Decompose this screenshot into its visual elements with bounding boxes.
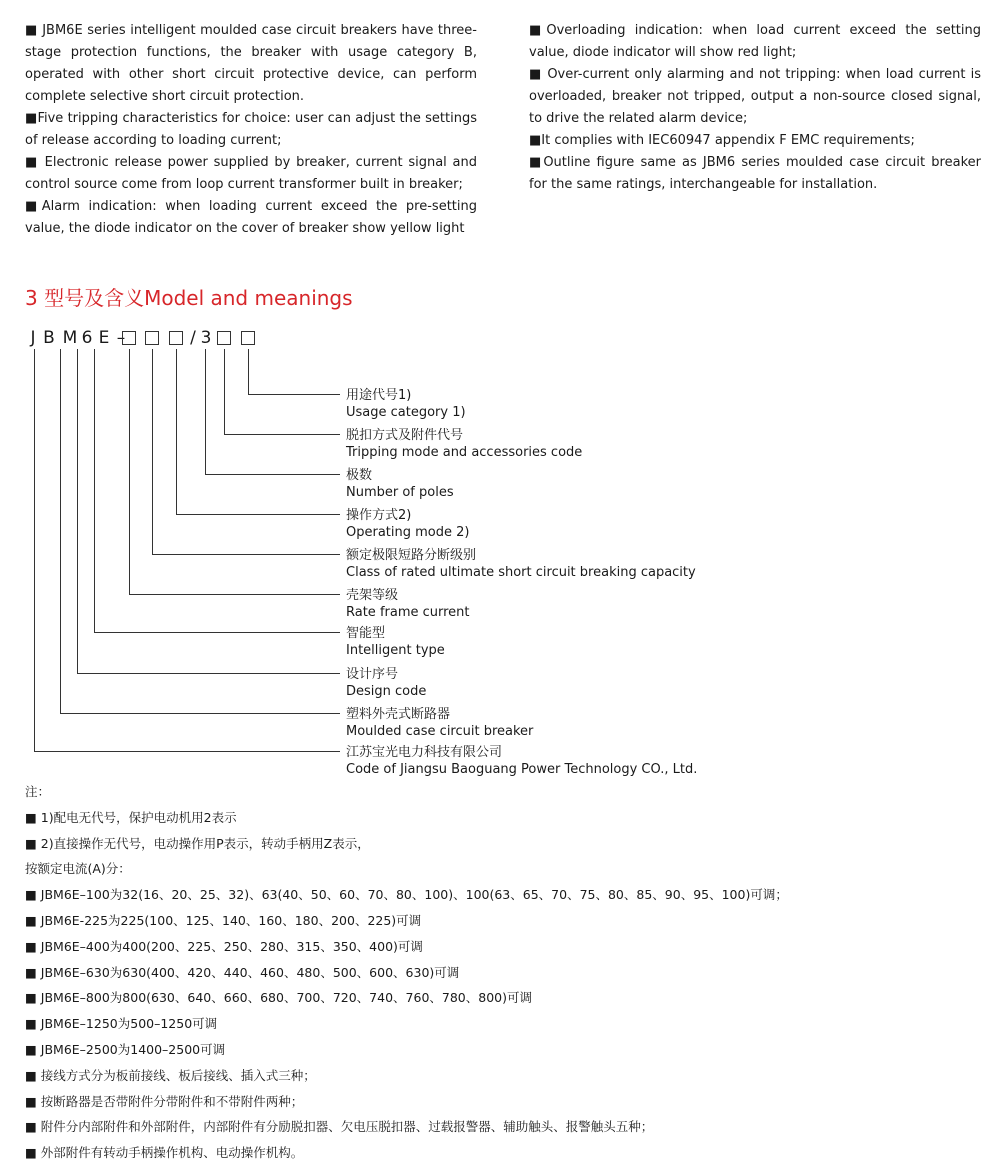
label-zh: 极数: [346, 468, 373, 483]
leader-line: [78, 349, 341, 674]
label-en: Intelligent type: [346, 643, 445, 658]
note-line: ■ 1)配电无代号，保护电动机用2表示: [25, 809, 237, 825]
code-label: [346, 744, 697, 778]
intro-paragraph: ■Alarm indication: when loading current exceed the pre-setting value, the diode indicator on the cover of breaker show yellow light: [25, 199, 477, 236]
intro-paragraph: ■Five tripping characteristics for choice: user can adjust the settings of release according to loading current;: [25, 111, 477, 148]
code-char: /: [190, 328, 196, 348]
label-en: Design code: [346, 684, 427, 699]
intro-paragraph: ■ JBM6E series intelligent moulded case circuit breakers have three-stage protection functions, the breaker with usage category B, operated with other short circuit protective device, can perform complete selective short circuit protection.: [25, 23, 477, 104]
label-zh: 操作方式2): [346, 508, 412, 523]
code-char: B: [43, 328, 55, 348]
label-en: Usage category 1): [346, 405, 466, 420]
code-char: J: [30, 328, 36, 348]
leader-line: [95, 349, 341, 633]
label-en: Rate frame current: [346, 605, 470, 620]
code-label: [346, 706, 533, 740]
note-line: ■ JBM6E-225为225(100、125、140、160、180、200、225)可调: [25, 912, 422, 928]
code-char: 6: [81, 328, 93, 348]
note-line: ■ 2)直接操作无代号，电动操作用P表示，转动手柄用Z表示，: [25, 835, 370, 851]
intro-paragraph: ■Outline figure same as JBM6 series moulded case circuit breaker for the same ratings, interchangeable for installation.: [529, 155, 981, 192]
note-line: ■ JBM6E–100为32(16、20、25、32)、63(40、50、60、70、80、100)、100(63、65、70、75、80、85、90、95、100)可调；: [25, 887, 788, 903]
note-line: ■ 外部附件有转动手柄操作机构、电动操作机构。: [25, 1145, 304, 1161]
leader-line: [61, 349, 341, 714]
code-label: [346, 427, 582, 461]
notes-section: [25, 779, 985, 1166]
leader-line: [206, 349, 341, 475]
leader-line: [35, 349, 341, 752]
code-char: M: [62, 328, 78, 348]
label-en: Operating mode 2): [346, 525, 470, 540]
label-en: Class of rated ultimate short circuit breaking capacity: [346, 565, 696, 580]
note-line: ■ JBM6E–1250为500–1250可调: [25, 1016, 218, 1032]
note-line: ■ 按断路器是否带附件分带附件和不带附件两种；: [25, 1093, 304, 1109]
note-line: 注：: [25, 784, 51, 799]
label-en: Moulded case circuit breaker: [346, 724, 534, 739]
section-title: 3 型号及含义Model and meanings: [25, 286, 353, 310]
intro-paragraph: ■ Over-current only alarming and not tripping: when load current is overloaded, breaker not tripped, output a non-source closed signal, to drive the related alarm device;: [529, 67, 981, 126]
label-en: Code of Jiangsu Baoguang Power Technology CO., Ltd.: [346, 762, 698, 777]
label-zh: 壳架等级: [346, 588, 399, 603]
leader-line: [130, 349, 341, 595]
leader-line: [249, 349, 341, 395]
model-code-diagram: [0, 326, 1000, 781]
note-line: ■ 接线方式分为板前接线、板后接线、插入式三种；: [25, 1067, 316, 1083]
code-label: [346, 507, 469, 541]
label-zh: 塑料外壳式断路器: [346, 707, 451, 722]
label-zh: 用途代号1): [346, 388, 412, 403]
code-char: –: [116, 328, 126, 348]
code-label: [346, 467, 454, 501]
label-zh: 江苏宝光电力科技有限公司: [346, 745, 503, 760]
code-label: [346, 625, 445, 659]
label-zh: 设计序号: [346, 667, 399, 682]
code-label: [346, 387, 466, 421]
intro-right-column: [529, 20, 981, 196]
label-en: Number of poles: [346, 485, 454, 500]
label-en: Tripping mode and accessories code: [346, 445, 583, 460]
code-label: [346, 666, 426, 700]
code-label: [346, 547, 696, 581]
note-line: ■ 附件分内部附件和外部附件，内部附件有分励脱扣器、欠电压脱扣器、过载报警器、辅助触头、报警触头五种；: [25, 1119, 654, 1135]
intro-paragraph: ■ Electronic release power supplied by breaker, current signal and control source come from loop current transformer built in breaker;: [25, 155, 477, 192]
label-zh: 脱扣方式及附件代号: [346, 428, 464, 443]
intro-paragraph: ■Overloading indication: when load current exceed the setting value, diode indicator will show red light;: [529, 23, 981, 60]
note-line: ■ JBM6E–630为630(400、420、440、460、480、500、600、630)可调: [25, 964, 460, 980]
code-label: [346, 587, 470, 621]
code-char: 3: [200, 328, 212, 348]
code-char: E: [98, 328, 110, 348]
label-zh: 额定极限短路分断级别: [346, 548, 477, 563]
leader-line: [153, 349, 341, 555]
leader-line: [177, 349, 341, 515]
note-line: ■ JBM6E–400为400(200、225、250、280、315、350、400)可调: [25, 938, 423, 954]
label-zh: 智能型: [346, 626, 386, 641]
note-line: 按额定电流(A)分：: [25, 861, 131, 877]
intro-paragraph: ■It complies with IEC60947 appendix F EMC requirements;: [529, 133, 915, 148]
note-line: ■ JBM6E–800为800(630、640、660、680、700、720、740、760、780、800)可调: [25, 990, 532, 1006]
intro-left-column: [25, 20, 477, 240]
leader-line: [225, 349, 341, 435]
note-line: ■ JBM6E–2500为1400–2500可调: [25, 1041, 226, 1057]
